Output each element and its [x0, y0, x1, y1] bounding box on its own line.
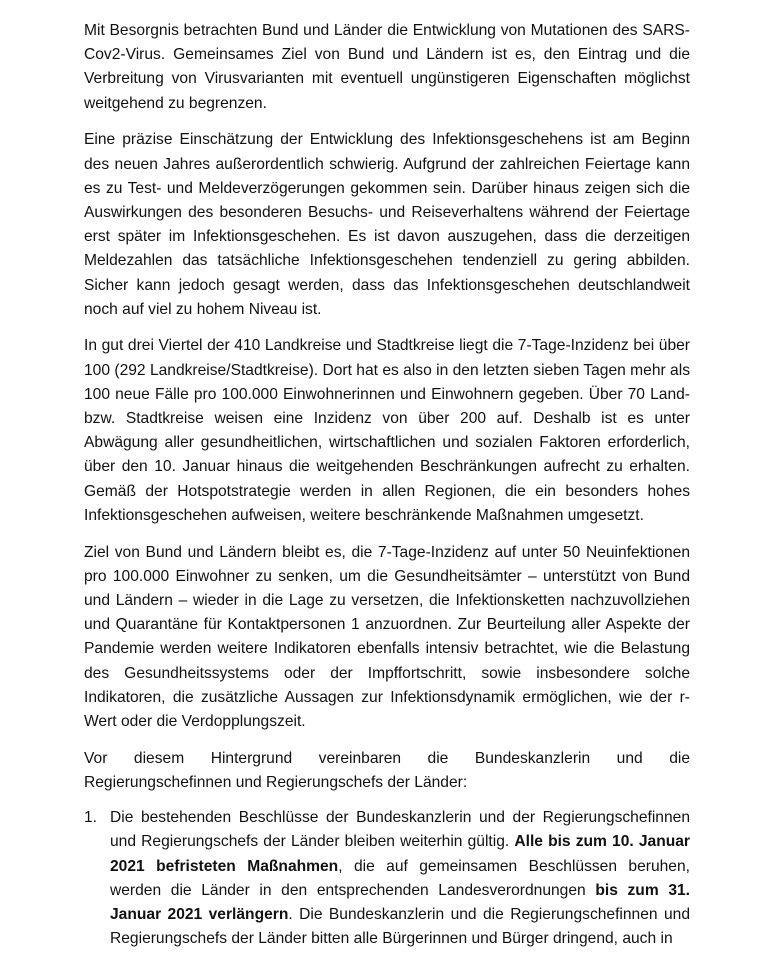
list-item-text [110, 806, 690, 951]
list-number: 1. [84, 809, 98, 827]
list-bold-extension: bis zum 31. Januar 2021 verlängern [110, 881, 691, 923]
list-text-part: . Die Bundeskanzlerin und die Regierungschefinnen und Regierungschefs der Länder bitten alle Bürgerinnen und Bürger dringend, auch in [110, 905, 690, 948]
list-text-part: , die auf gemeinsamen Beschlüssen beruhen, werden die Länder in den entsprechenden Landesverordnungen [110, 857, 690, 899]
intro-line-2: Regierungschefinnen und Regierungschefs der Länder: [84, 773, 468, 791]
numbered-list-item [84, 806, 690, 951]
paragraph-goal: Ziel von Bund und Ländern bleibt es, die 7-Tage-Inzidenz auf unter 50 Neuinfektionen pro 100.000 Einwohner zu senken, um die Gesundheitsämter – unterstützt von Bund und Ländern – wieder in die Lage zu versetzen, die Infektionsketten nachzuvollziehen und Quarantäne für Kontaktpersonen 1 anzuordnen. Zur Beurteilung aller Aspekte der Pandemie werden weitere Indikatoren ebenfalls intensiv betrachtet, wie die Belastung des Gesundheitssystems oder der Impffortschritt, sowie insbesondere solche Indikatoren, die zusätzliche Aussagen zur Infektionsdynamik ermöglichen, wie der r-Wert oder die Verdopplungszeit. [84, 543, 690, 730]
paragraph-intro [84, 747, 690, 795]
paragraph-assessment: Eine präzise Einschätzung der Entwicklung des Infektionsgeschehens ist am Beginn des neuen Jahres außerordentlich schwierig. Aufgrund der zahlreichen Feiertage kann es zu Test- und Meldeverzögerungen gekommen sein. Darüber hinaus zeigen sich die Auswirkungen des besonderen Besuchs- und Reiseverhaltens während der Feiertage erst später im Infektionsgeschehen. Es ist davon auszugehen, dass die derzeitigen Meldezahlen das tatsächliche Infektionsgeschehen tendenziell zu gering abbilden. Sicher kann jedoch gesagt werden, dass das Infektionsgeschehen deutschlandweit noch auf viel zu hohem Niveau ist. [84, 131, 690, 318]
paragraph-incidence: In gut drei Viertel der 410 Landkreise und Stadtkreise liegt die 7-Tage-Inzidenz bei über 100 (292 Landkreise/Stadtkreise). Dort hat es also in den letzten sieben Tagen mehr als 100 neue Fälle pro 100.000 Einwohnerinnen und Einwohnern gegeben. Über 70 Land- bzw. Stadtkreise weisen eine Inzidenz von über 200 auf. Deshalb ist es unter Abwägung aller gesundheitlichen, wirtschaftlichen und sozialen Faktoren erforderlich, über den 10. Januar hinaus die weitgehenden Beschränkungen aufrecht zu erhalten. Gemäß der Hotspotstrategie werden in allen Regionen, die ein besonders hohes Infektionsgeschehen aufweisen, weitere beschränkende Maßnahmen umgesetzt. [84, 337, 690, 524]
list-bold-measures: Alle bis zum 10. Januar 2021 befristeten Maßnahmen [110, 833, 690, 875]
intro-line-1: Vor diesem Hintergrund vereinbaren die Bundeskanzlerin und die [84, 749, 690, 767]
document-page [84, 19, 690, 964]
list-text-part: Die bestehenden Beschlüsse der Bundeskanzlerin und der Regierungschefinnen und Regierungschefs der Länder bleiben weiterhin gültig. [110, 809, 690, 851]
paragraph-mutations: Mit Besorgnis betrachten Bund und Länder die Entwicklung von Mutationen des SARS-Cov2-Virus. Gemeinsames Ziel von Bund und Ländern ist es, den Eintrag und die Verbreitung von Virusvarianten mit eventuell ungünstigeren Eigenschaften möglichst weitgehend zu begrenzen. [84, 22, 690, 112]
